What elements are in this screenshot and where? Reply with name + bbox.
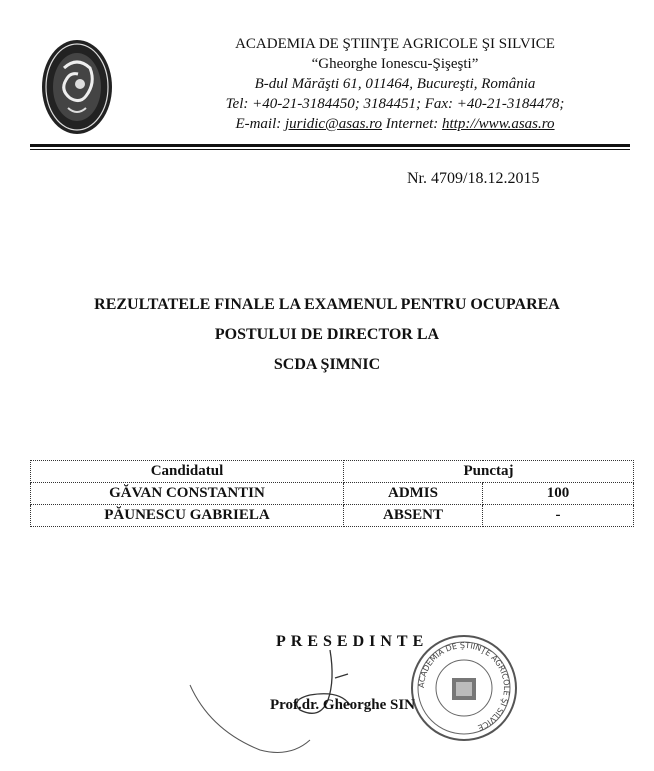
table-row [31,483,634,505]
candidate-score: 100 [483,483,634,505]
academy-logo-emblem [40,38,114,136]
email-link[interactable]: juridic@asas.ro [285,116,383,132]
header-divider-thin [30,149,630,150]
candidate-status: ADMIS [344,483,483,505]
header-divider-thick [30,144,630,147]
internet-label: Internet: [385,116,439,132]
signer-name: Prof.dr. Gheorghe SIN [270,697,416,713]
document-number: Nr. 4709/18.12.2015 [407,170,540,187]
stamp-text: ACADEMIA DE ŞTIINŢE AGRICOLE ŞI SILVICE [416,640,512,733]
header-candidate: Candidatul [31,461,344,483]
document-title [0,290,654,380]
title-line-2: POSTULUI DE DIRECTOR LA [214,326,440,343]
candidate-name: GĂVAN CONSTANTIN [31,483,344,505]
title-line-1: REZULTATELE FINALE LA EXAMENUL PENTRU OCUPAREA [94,296,560,313]
candidate-name: PĂUNESCU GABRIELA [31,505,344,527]
table-header-row [31,461,634,483]
email-label: E-mail: [235,116,282,132]
academy-contact [200,114,590,134]
academy-phone-fax: Tel: +40-21-3184450; 3184451; Fax: +40-21-3184478; [225,96,565,112]
table-row [31,505,634,527]
academy-address: B-dul Mărăşti 61, 011464, Bucureşti, România [254,76,536,92]
title-line-3: SCDA ŞIMNIC [273,356,381,373]
website-link[interactable]: http://www.asas.ro [442,116,555,132]
header-score: Punctaj [344,461,634,483]
signature-role: PRESEDINTE [276,633,429,650]
academy-name: ACADEMIA DE ŞTIINŢE AGRICOLE ŞI SILVICE [235,36,555,52]
letterhead [200,34,590,134]
candidate-score: - [483,505,634,527]
results-table [30,460,634,527]
academy-subtitle: “Gheorghe Ionescu-Şişeşti” [311,56,479,72]
candidate-status: ABSENT [344,505,483,527]
